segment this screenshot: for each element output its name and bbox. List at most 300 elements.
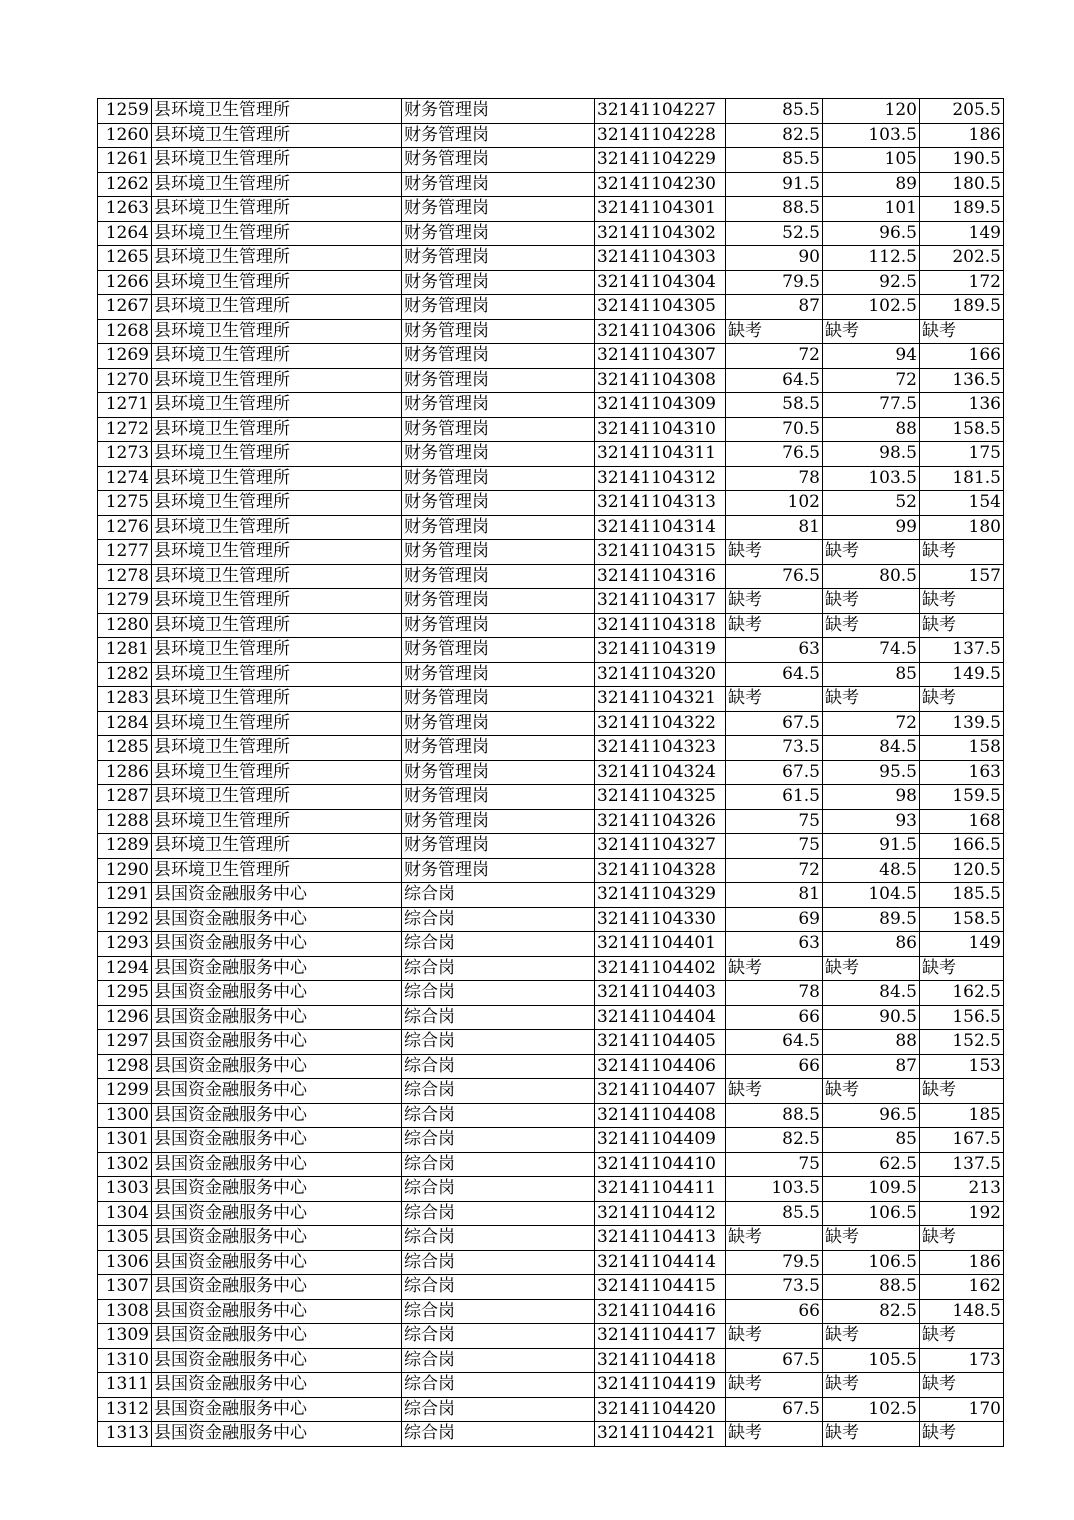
row-index-cell: 1260 (98, 123, 152, 148)
row-index-cell: 1270 (98, 368, 152, 393)
score-2-cell: 102.5 (823, 1397, 920, 1422)
table-row (98, 564, 1004, 589)
unit-name-cell: 县国资金融服务中心 (152, 1226, 402, 1251)
ticket-number-cell: 32141104401 (595, 932, 726, 957)
row-index-cell: 1266 (98, 270, 152, 295)
total-score-cell: 185 (920, 1103, 1004, 1128)
position-name-cell: 财务管理岗 (402, 515, 595, 540)
total-score-cell: 185.5 (920, 883, 1004, 908)
unit-name-cell: 县国资金融服务中心 (152, 1005, 402, 1030)
total-score-cell: 180 (920, 515, 1004, 540)
row-index-cell: 1294 (98, 956, 152, 981)
unit-name-cell: 县国资金融服务中心 (152, 981, 402, 1006)
table-body (98, 99, 1004, 1447)
score-1-cell: 78 (726, 466, 823, 491)
score-1-cell: 102 (726, 491, 823, 516)
score-2-cell: 92.5 (823, 270, 920, 295)
table-row (98, 246, 1004, 271)
ticket-number-cell: 32141104321 (595, 687, 726, 712)
score-1-cell: 72 (726, 858, 823, 883)
score-2-cell: 88 (823, 417, 920, 442)
ticket-number-cell: 32141104302 (595, 221, 726, 246)
total-score-cell: 213 (920, 1177, 1004, 1202)
score-2-cell: 104.5 (823, 883, 920, 908)
score-1-cell: 76.5 (726, 564, 823, 589)
total-score-cell: 148.5 (920, 1299, 1004, 1324)
row-index-cell: 1310 (98, 1348, 152, 1373)
table-row (98, 1054, 1004, 1079)
table-row (98, 540, 1004, 565)
row-index-cell: 1295 (98, 981, 152, 1006)
total-score-cell: 170 (920, 1397, 1004, 1422)
ticket-number-cell: 32141104326 (595, 809, 726, 834)
table-row (98, 1348, 1004, 1373)
table-row (98, 491, 1004, 516)
unit-name-cell: 县环境卫生管理所 (152, 834, 402, 859)
position-name-cell: 财务管理岗 (402, 368, 595, 393)
ticket-number-cell: 32141104313 (595, 491, 726, 516)
ticket-number-cell: 32141104409 (595, 1128, 726, 1153)
unit-name-cell: 县国资金融服务中心 (152, 1250, 402, 1275)
row-index-cell: 1284 (98, 711, 152, 736)
table-row (98, 1324, 1004, 1349)
total-score-cell: 缺考 (920, 319, 1004, 344)
position-name-cell: 财务管理岗 (402, 466, 595, 491)
score-1-cell: 67.5 (726, 760, 823, 785)
ticket-number-cell: 32141104412 (595, 1201, 726, 1226)
score-2-cell: 缺考 (823, 1079, 920, 1104)
table-row (98, 515, 1004, 540)
table-row (98, 1299, 1004, 1324)
unit-name-cell: 县国资金融服务中心 (152, 1177, 402, 1202)
score-1-cell: 91.5 (726, 172, 823, 197)
unit-name-cell: 县环境卫生管理所 (152, 221, 402, 246)
ticket-number-cell: 32141104306 (595, 319, 726, 344)
score-2-cell: 缺考 (823, 1373, 920, 1398)
score-1-cell: 81 (726, 515, 823, 540)
position-name-cell: 综合岗 (402, 1422, 595, 1447)
position-name-cell: 综合岗 (402, 1177, 595, 1202)
row-index-cell: 1305 (98, 1226, 152, 1251)
ticket-number-cell: 32141104330 (595, 907, 726, 932)
position-name-cell: 财务管理岗 (402, 638, 595, 663)
row-index-cell: 1273 (98, 442, 152, 467)
score-2-cell: 98 (823, 785, 920, 810)
unit-name-cell: 县国资金融服务中心 (152, 1348, 402, 1373)
row-index-cell: 1261 (98, 148, 152, 173)
row-index-cell: 1269 (98, 344, 152, 369)
unit-name-cell: 县国资金融服务中心 (152, 1373, 402, 1398)
score-1-cell: 85.5 (726, 1201, 823, 1226)
row-index-cell: 1276 (98, 515, 152, 540)
position-name-cell: 财务管理岗 (402, 589, 595, 614)
ticket-number-cell: 32141104406 (595, 1054, 726, 1079)
score-1-cell: 79.5 (726, 270, 823, 295)
ticket-number-cell: 32141104310 (595, 417, 726, 442)
unit-name-cell: 县环境卫生管理所 (152, 99, 402, 124)
position-name-cell: 综合岗 (402, 1373, 595, 1398)
score-2-cell: 缺考 (823, 687, 920, 712)
score-1-cell: 73.5 (726, 1275, 823, 1300)
score-2-cell: 85 (823, 1128, 920, 1153)
row-index-cell: 1288 (98, 809, 152, 834)
score-2-cell: 109.5 (823, 1177, 920, 1202)
row-index-cell: 1312 (98, 1397, 152, 1422)
score-1-cell: 缺考 (726, 319, 823, 344)
row-index-cell: 1267 (98, 295, 152, 320)
unit-name-cell: 县环境卫生管理所 (152, 638, 402, 663)
score-1-cell: 64.5 (726, 1030, 823, 1055)
table-row (98, 956, 1004, 981)
position-name-cell: 财务管理岗 (402, 417, 595, 442)
position-name-cell: 财务管理岗 (402, 148, 595, 173)
ticket-number-cell: 32141104327 (595, 834, 726, 859)
position-name-cell: 财务管理岗 (402, 834, 595, 859)
score-2-cell: 88.5 (823, 1275, 920, 1300)
ticket-number-cell: 32141104309 (595, 393, 726, 418)
position-name-cell: 财务管理岗 (402, 540, 595, 565)
score-1-cell: 67.5 (726, 1397, 823, 1422)
total-score-cell: 158.5 (920, 417, 1004, 442)
position-name-cell: 财务管理岗 (402, 319, 595, 344)
score-2-cell: 62.5 (823, 1152, 920, 1177)
score-1-cell: 缺考 (726, 687, 823, 712)
score-1-cell: 缺考 (726, 1324, 823, 1349)
score-2-cell: 103.5 (823, 466, 920, 491)
row-index-cell: 1277 (98, 540, 152, 565)
unit-name-cell: 县国资金融服务中心 (152, 1103, 402, 1128)
score-1-cell: 88.5 (726, 1103, 823, 1128)
score-2-cell: 84.5 (823, 736, 920, 761)
unit-name-cell: 县国资金融服务中心 (152, 907, 402, 932)
total-score-cell: 162.5 (920, 981, 1004, 1006)
table-row (98, 1422, 1004, 1447)
score-2-cell: 缺考 (823, 1422, 920, 1447)
table-row (98, 148, 1004, 173)
ticket-number-cell: 32141104314 (595, 515, 726, 540)
score-2-cell: 72 (823, 711, 920, 736)
score-1-cell: 76.5 (726, 442, 823, 467)
score-2-cell: 120 (823, 99, 920, 124)
table-row (98, 1226, 1004, 1251)
score-1-cell: 缺考 (726, 613, 823, 638)
score-2-cell: 缺考 (823, 319, 920, 344)
position-name-cell: 综合岗 (402, 981, 595, 1006)
ticket-number-cell: 32141104323 (595, 736, 726, 761)
unit-name-cell: 县环境卫生管理所 (152, 736, 402, 761)
score-1-cell: 63 (726, 638, 823, 663)
score-1-cell: 61.5 (726, 785, 823, 810)
unit-name-cell: 县国资金融服务中心 (152, 1299, 402, 1324)
score-2-cell: 98.5 (823, 442, 920, 467)
total-score-cell: 181.5 (920, 466, 1004, 491)
score-2-cell: 95.5 (823, 760, 920, 785)
table-row (98, 442, 1004, 467)
total-score-cell: 166.5 (920, 834, 1004, 859)
unit-name-cell: 县环境卫生管理所 (152, 246, 402, 271)
ticket-number-cell: 32141104410 (595, 1152, 726, 1177)
position-name-cell: 财务管理岗 (402, 442, 595, 467)
table-row (98, 589, 1004, 614)
total-score-cell: 149 (920, 932, 1004, 957)
ticket-number-cell: 32141104315 (595, 540, 726, 565)
score-2-cell: 52 (823, 491, 920, 516)
position-name-cell: 综合岗 (402, 907, 595, 932)
table-row (98, 1030, 1004, 1055)
unit-name-cell: 县国资金融服务中心 (152, 932, 402, 957)
total-score-cell: 175 (920, 442, 1004, 467)
ticket-number-cell: 32141104318 (595, 613, 726, 638)
row-index-cell: 1303 (98, 1177, 152, 1202)
table-row (98, 711, 1004, 736)
total-score-cell: 168 (920, 809, 1004, 834)
total-score-cell: 139.5 (920, 711, 1004, 736)
score-1-cell: 58.5 (726, 393, 823, 418)
ticket-number-cell: 32141104230 (595, 172, 726, 197)
ticket-number-cell: 32141104316 (595, 564, 726, 589)
unit-name-cell: 县环境卫生管理所 (152, 417, 402, 442)
unit-name-cell: 县环境卫生管理所 (152, 613, 402, 638)
ticket-number-cell: 32141104311 (595, 442, 726, 467)
score-1-cell: 81 (726, 883, 823, 908)
unit-name-cell: 县环境卫生管理所 (152, 172, 402, 197)
position-name-cell: 财务管理岗 (402, 785, 595, 810)
row-index-cell: 1313 (98, 1422, 152, 1447)
table-row (98, 858, 1004, 883)
unit-name-cell: 县国资金融服务中心 (152, 1054, 402, 1079)
score-1-cell: 75 (726, 809, 823, 834)
unit-name-cell: 县环境卫生管理所 (152, 515, 402, 540)
total-score-cell: 186 (920, 123, 1004, 148)
table-row (98, 760, 1004, 785)
ticket-number-cell: 32141104408 (595, 1103, 726, 1128)
position-name-cell: 综合岗 (402, 956, 595, 981)
unit-name-cell: 县国资金融服务中心 (152, 883, 402, 908)
position-name-cell: 综合岗 (402, 1201, 595, 1226)
total-score-cell: 158.5 (920, 907, 1004, 932)
total-score-cell: 205.5 (920, 99, 1004, 124)
total-score-cell: 156.5 (920, 1005, 1004, 1030)
unit-name-cell: 县国资金融服务中心 (152, 1324, 402, 1349)
score-2-cell: 96.5 (823, 1103, 920, 1128)
ticket-number-cell: 32141104312 (595, 466, 726, 491)
total-score-cell: 172 (920, 270, 1004, 295)
unit-name-cell: 县环境卫生管理所 (152, 442, 402, 467)
score-2-cell: 103.5 (823, 123, 920, 148)
total-score-cell: 149 (920, 221, 1004, 246)
table-row (98, 638, 1004, 663)
unit-name-cell: 县环境卫生管理所 (152, 491, 402, 516)
position-name-cell: 财务管理岗 (402, 662, 595, 687)
row-index-cell: 1274 (98, 466, 152, 491)
score-1-cell: 缺考 (726, 1422, 823, 1447)
unit-name-cell: 县环境卫生管理所 (152, 711, 402, 736)
total-score-cell: 153 (920, 1054, 1004, 1079)
score-1-cell: 66 (726, 1054, 823, 1079)
total-score-cell: 166 (920, 344, 1004, 369)
position-name-cell: 综合岗 (402, 1054, 595, 1079)
row-index-cell: 1302 (98, 1152, 152, 1177)
total-score-cell: 154 (920, 491, 1004, 516)
position-name-cell: 综合岗 (402, 1397, 595, 1422)
row-index-cell: 1299 (98, 1079, 152, 1104)
row-index-cell: 1286 (98, 760, 152, 785)
unit-name-cell: 县国资金融服务中心 (152, 1275, 402, 1300)
score-1-cell: 缺考 (726, 1226, 823, 1251)
ticket-number-cell: 32141104320 (595, 662, 726, 687)
total-score-cell: 152.5 (920, 1030, 1004, 1055)
row-index-cell: 1290 (98, 858, 152, 883)
ticket-number-cell: 32141104322 (595, 711, 726, 736)
ticket-number-cell: 32141104304 (595, 270, 726, 295)
table-row (98, 662, 1004, 687)
score-1-cell: 64.5 (726, 368, 823, 393)
position-name-cell: 财务管理岗 (402, 221, 595, 246)
score-2-cell: 缺考 (823, 1324, 920, 1349)
total-score-cell: 189.5 (920, 197, 1004, 222)
row-index-cell: 1285 (98, 736, 152, 761)
unit-name-cell: 县国资金融服务中心 (152, 1397, 402, 1422)
unit-name-cell: 县环境卫生管理所 (152, 344, 402, 369)
score-1-cell: 缺考 (726, 540, 823, 565)
table-row (98, 1397, 1004, 1422)
row-index-cell: 1309 (98, 1324, 152, 1349)
score-2-cell: 84.5 (823, 981, 920, 1006)
total-score-cell: 192 (920, 1201, 1004, 1226)
unit-name-cell: 县国资金融服务中心 (152, 1152, 402, 1177)
position-name-cell: 财务管理岗 (402, 246, 595, 271)
table-row (98, 221, 1004, 246)
unit-name-cell: 县环境卫生管理所 (152, 589, 402, 614)
position-name-cell: 综合岗 (402, 1005, 595, 1030)
ticket-number-cell: 32141104301 (595, 197, 726, 222)
total-score-cell: 137.5 (920, 638, 1004, 663)
unit-name-cell: 县环境卫生管理所 (152, 564, 402, 589)
row-index-cell: 1293 (98, 932, 152, 957)
position-name-cell: 财务管理岗 (402, 736, 595, 761)
row-index-cell: 1289 (98, 834, 152, 859)
total-score-cell: 136 (920, 393, 1004, 418)
total-score-cell: 157 (920, 564, 1004, 589)
ticket-number-cell: 32141104402 (595, 956, 726, 981)
score-2-cell: 99 (823, 515, 920, 540)
position-name-cell: 综合岗 (402, 1275, 595, 1300)
ticket-number-cell: 32141104303 (595, 246, 726, 271)
row-index-cell: 1278 (98, 564, 152, 589)
position-name-cell: 财务管理岗 (402, 123, 595, 148)
table-row (98, 344, 1004, 369)
ticket-number-cell: 32141104404 (595, 1005, 726, 1030)
score-1-cell: 63 (726, 932, 823, 957)
position-name-cell: 财务管理岗 (402, 270, 595, 295)
unit-name-cell: 县环境卫生管理所 (152, 760, 402, 785)
table-row (98, 1373, 1004, 1398)
score-2-cell: 91.5 (823, 834, 920, 859)
ticket-number-cell: 32141104324 (595, 760, 726, 785)
table-row (98, 809, 1004, 834)
total-score-cell: 186 (920, 1250, 1004, 1275)
position-name-cell: 财务管理岗 (402, 172, 595, 197)
table-row (98, 1103, 1004, 1128)
score-2-cell: 48.5 (823, 858, 920, 883)
row-index-cell: 1268 (98, 319, 152, 344)
score-1-cell: 70.5 (726, 417, 823, 442)
table-row (98, 687, 1004, 712)
ticket-number-cell: 32141104403 (595, 981, 726, 1006)
ticket-number-cell: 32141104228 (595, 123, 726, 148)
row-index-cell: 1308 (98, 1299, 152, 1324)
total-score-cell: 167.5 (920, 1128, 1004, 1153)
ticket-number-cell: 32141104413 (595, 1226, 726, 1251)
total-score-cell: 162 (920, 1275, 1004, 1300)
position-name-cell: 综合岗 (402, 1079, 595, 1104)
ticket-number-cell: 32141104411 (595, 1177, 726, 1202)
position-name-cell: 财务管理岗 (402, 295, 595, 320)
row-index-cell: 1271 (98, 393, 152, 418)
score-1-cell: 87 (726, 295, 823, 320)
score-1-cell: 67.5 (726, 1348, 823, 1373)
position-name-cell: 财务管理岗 (402, 393, 595, 418)
total-score-cell: 202.5 (920, 246, 1004, 271)
ticket-number-cell: 32141104307 (595, 344, 726, 369)
table-row (98, 466, 1004, 491)
unit-name-cell: 县国资金融服务中心 (152, 956, 402, 981)
score-1-cell: 缺考 (726, 956, 823, 981)
position-name-cell: 财务管理岗 (402, 344, 595, 369)
table-row (98, 123, 1004, 148)
position-name-cell: 财务管理岗 (402, 491, 595, 516)
table-row (98, 172, 1004, 197)
score-2-cell: 85 (823, 662, 920, 687)
score-2-cell: 87 (823, 1054, 920, 1079)
unit-name-cell: 县环境卫生管理所 (152, 123, 402, 148)
row-index-cell: 1263 (98, 197, 152, 222)
score-1-cell: 66 (726, 1005, 823, 1030)
total-score-cell: 137.5 (920, 1152, 1004, 1177)
score-1-cell: 90 (726, 246, 823, 271)
row-index-cell: 1282 (98, 662, 152, 687)
position-name-cell: 综合岗 (402, 1103, 595, 1128)
unit-name-cell: 县环境卫生管理所 (152, 809, 402, 834)
row-index-cell: 1304 (98, 1201, 152, 1226)
position-name-cell: 财务管理岗 (402, 687, 595, 712)
total-score-cell: 159.5 (920, 785, 1004, 810)
score-1-cell: 缺考 (726, 1373, 823, 1398)
table-row (98, 99, 1004, 124)
unit-name-cell: 县国资金融服务中心 (152, 1030, 402, 1055)
score-2-cell: 缺考 (823, 956, 920, 981)
score-2-cell: 105 (823, 148, 920, 173)
ticket-number-cell: 32141104405 (595, 1030, 726, 1055)
score-table (97, 98, 1004, 1447)
table-row (98, 834, 1004, 859)
row-index-cell: 1301 (98, 1128, 152, 1153)
total-score-cell: 缺考 (920, 687, 1004, 712)
total-score-cell: 173 (920, 1348, 1004, 1373)
position-name-cell: 财务管理岗 (402, 197, 595, 222)
table-row (98, 368, 1004, 393)
score-2-cell: 89.5 (823, 907, 920, 932)
row-index-cell: 1291 (98, 883, 152, 908)
row-index-cell: 1262 (98, 172, 152, 197)
score-1-cell: 78 (726, 981, 823, 1006)
total-score-cell: 缺考 (920, 1079, 1004, 1104)
score-1-cell: 82.5 (726, 123, 823, 148)
score-2-cell: 80.5 (823, 564, 920, 589)
ticket-number-cell: 32141104305 (595, 295, 726, 320)
score-2-cell: 105.5 (823, 1348, 920, 1373)
position-name-cell: 财务管理岗 (402, 613, 595, 638)
